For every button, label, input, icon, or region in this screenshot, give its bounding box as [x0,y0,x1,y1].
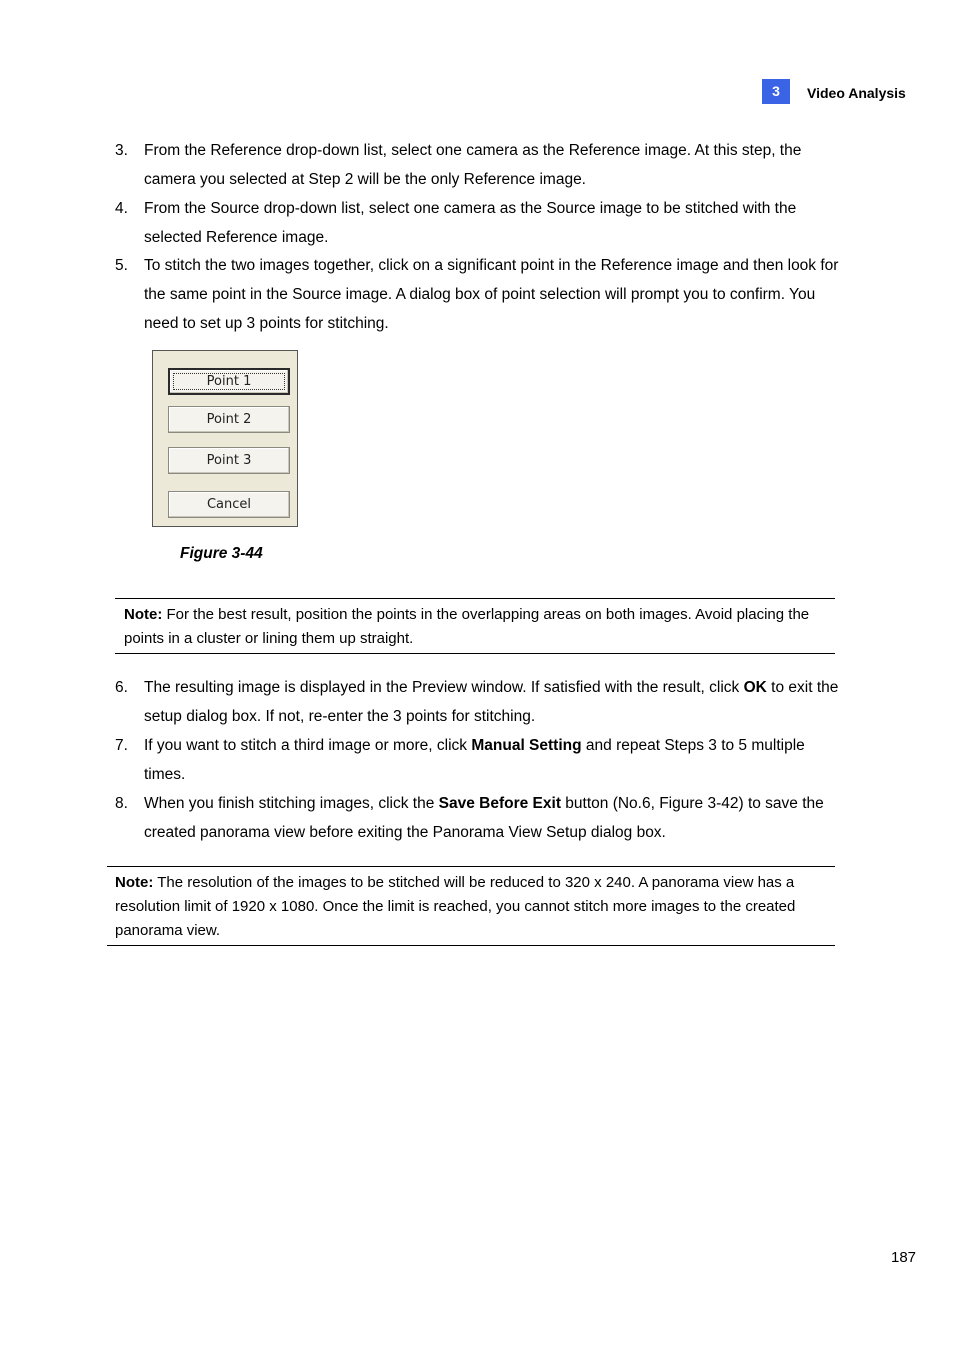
step-text: The resulting image is displayed in the Preview window. If satisfied with the result, click OK to exit the setup dialog box. If not, re-enter the 3 points for stitching. [144,679,839,725]
step-text: To stitch the two images together, click on a significant point in the Reference image and then look for the same point in the Source image. A dialog box of point selection will prompt you to confirm. You need to set up 3 points for stitching. [144,257,839,332]
step-item [115,194,840,252]
note-text: For the best result, position the points in the overlapping areas on both images. Avoid placing the points in a cluster or lining them up straight. [124,606,810,647]
point-1-button[interactable]: Point 1 [168,368,290,395]
step-item [115,789,840,847]
step-text: From the Source drop-down list, select one camera as the Source image to be stitched with the selected Reference image. [144,200,797,246]
step-text: From the Reference drop-down list, select one camera as the Reference image. At this step, the camera you selected at Step 2 will be the only Reference image. [144,142,802,188]
step-item [115,731,840,789]
figure-caption: Figure 3-44 [180,545,263,562]
cancel-button[interactable]: Cancel [168,491,290,518]
note-box [115,598,835,654]
note-text: The resolution of the images to be stitched will be reduced to 320 x 240. A panorama view has a resolution limit of 1920 x 1080. Once the limit is reached, you cannot stitch more images to the created panorama view. [115,874,796,939]
step-item [115,673,840,731]
point-2-button[interactable]: Point 2 [168,406,290,433]
step-item [115,251,840,338]
page-number: 187 [891,1249,917,1266]
step-text: If you want to stitch a third image or more, click Manual Setting and repeat Steps 3 to 5 multiple times. [144,737,805,783]
step-number: 3. [115,142,128,159]
step-number: 4. [115,200,128,217]
chapter-badge: 3 [762,79,790,104]
note-box [107,866,835,946]
note-label: Note: [124,606,163,623]
step-number: 8. [115,795,128,812]
step-item [115,136,840,194]
step-number: 6. [115,679,128,696]
chapter-title: Video Analysis [807,85,906,101]
note-label: Note: [115,874,154,891]
step-number: 5. [115,257,128,274]
point-selection-dialog [152,350,298,527]
point-3-button[interactable]: Point 3 [168,447,290,474]
step-text: When you finish stitching images, click the Save Before Exit button (No.6, Figure 3-42) to save the created panorama view before exiting the Panorama View Setup dialog box. [144,795,824,841]
step-number: 7. [115,737,128,754]
